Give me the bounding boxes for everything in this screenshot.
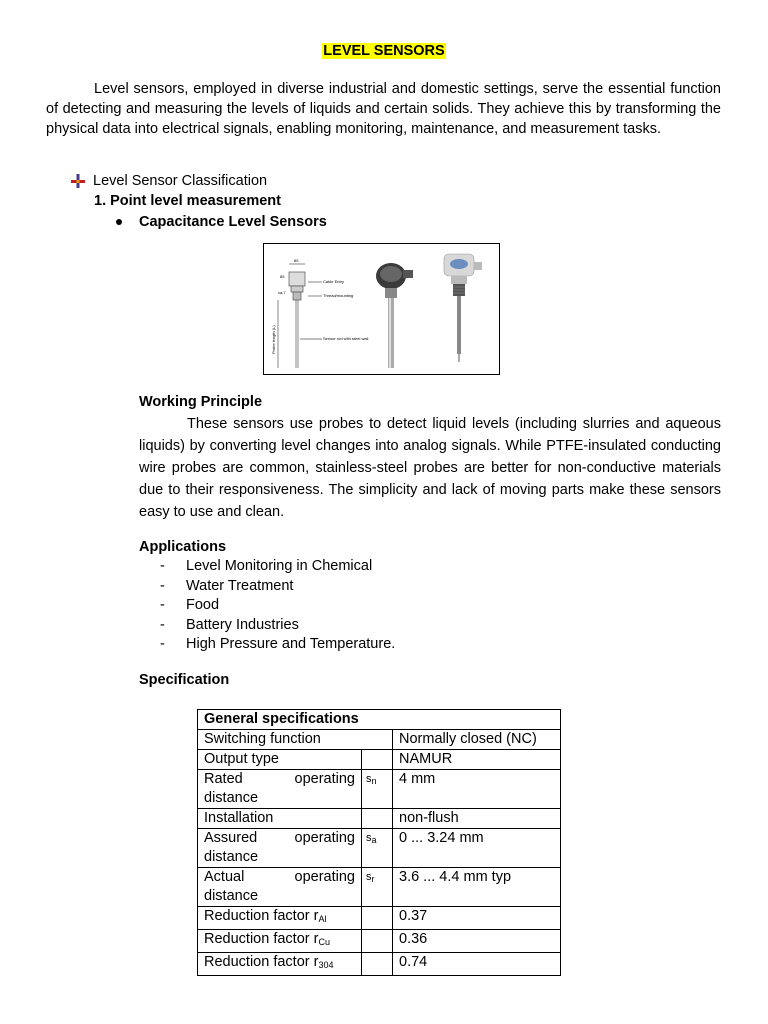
table-row: Reduction factor $r_{Cu}$ 0.36 bbox=[198, 930, 561, 953]
table-row: Switching function Normally closed (NC) bbox=[198, 730, 561, 750]
thread-label: Thread/mounting bbox=[323, 293, 354, 298]
table-row: Output type NAMUR bbox=[198, 750, 561, 770]
applications-heading: Applications bbox=[139, 539, 227, 555]
list-item: - Food bbox=[160, 597, 220, 613]
applications-list bbox=[160, 558, 395, 656]
dim-top-label: 85 bbox=[294, 258, 299, 263]
working-principle-heading: Working Principle bbox=[139, 394, 263, 410]
list-item: - Battery Industries bbox=[160, 616, 299, 633]
classification-heading bbox=[70, 173, 267, 189]
bullet-dot-icon bbox=[116, 219, 122, 225]
table-row: Installation non-flush bbox=[198, 809, 561, 829]
sensor-rod-label: Sensor rod with steel wall bbox=[323, 336, 369, 341]
table-row: Reduction factor $r_{304}$ 0.74 bbox=[198, 953, 561, 976]
sensor-figure bbox=[263, 243, 500, 375]
list-item: - Level Monitoring in Chemical bbox=[160, 558, 373, 574]
probe-length-label: Probe length (L) bbox=[271, 325, 276, 354]
table-row bbox=[198, 710, 561, 730]
classification-heading-text: Level Sensor Classification bbox=[93, 173, 268, 189]
sensor-illustration bbox=[264, 244, 499, 374]
point-level-heading: 1. Point level measurement bbox=[94, 193, 281, 209]
specification-table bbox=[197, 709, 561, 976]
cable-entry-label: Cable Entry bbox=[323, 279, 344, 284]
light-sensor-photo bbox=[444, 254, 482, 362]
specification-heading: Specification bbox=[139, 672, 230, 688]
dim-cap-label: 85 bbox=[280, 274, 285, 279]
table-row: Assured operating distance $s_a$ 0 ... 3.24 mm bbox=[198, 829, 561, 868]
list-item: - Water Treatment bbox=[160, 577, 294, 594]
dim-thread-label: ca.7 bbox=[278, 290, 286, 295]
page-title bbox=[0, 43, 768, 59]
working-principle-body: These sensors use probes to detect liquid levels (including slurries and aqueous liquids) by converting level changes into analog signals. While PTFE-insulated conducting wire probes are common, stainless-steel probes are better for non-conductive materials due to their responsiveness. The simplicity and lack of moving parts make these sensors easy to use and clean. bbox=[139, 416, 721, 520]
plus-bullet-icon bbox=[70, 173, 86, 189]
title-text: LEVEL SENSORS bbox=[323, 43, 445, 59]
intro-paragraph: Level sensors, employed in diverse industrial and domestic settings, serve the essential function of detecting and measuring the levels of liquids and certain solids. They achieve this by transforming the physical data into electrical signals, enabling monitoring, maintenance, and measurement tasks. bbox=[46, 81, 721, 137]
table-row: Rated operating distance $s_n$ 4 mm bbox=[198, 770, 561, 809]
table-row: Reduction factor $r_{Al}$ 0.37 bbox=[198, 907, 561, 930]
dark-sensor-photo bbox=[376, 263, 413, 368]
table-title: General specifications bbox=[198, 710, 561, 730]
capacitance-heading-text: Capacitance Level Sensors bbox=[139, 214, 327, 230]
table-row: Actual operating distance $s_r$ 3.6 ... 4.4 mm typ bbox=[198, 868, 561, 907]
list-item: - High Pressure and Temperature. bbox=[160, 636, 396, 652]
capacitance-heading bbox=[116, 214, 327, 230]
